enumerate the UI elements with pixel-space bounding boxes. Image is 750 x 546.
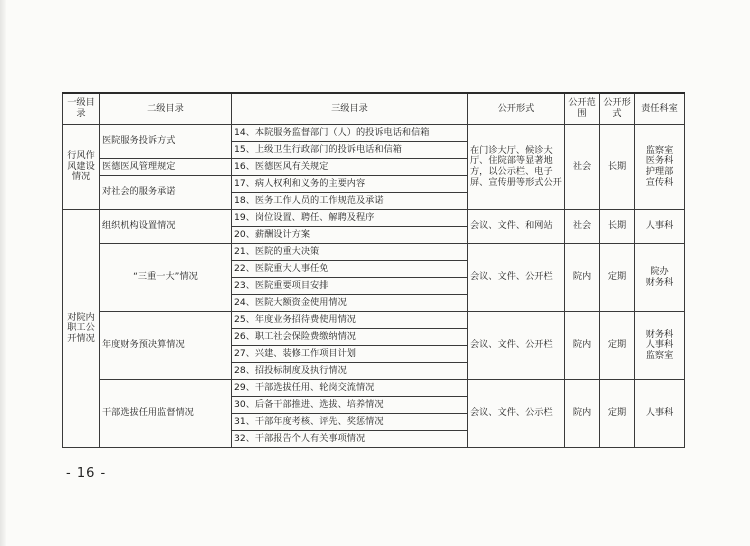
period-cell-cadre: 定期: [600, 380, 635, 448]
level3-cell: 27、兴建、装修工作项目计划: [232, 346, 468, 363]
scope-cell-org: 社会: [565, 210, 600, 244]
dept-line: 医务科: [645, 155, 674, 167]
scan-edge: [0, 0, 6, 546]
table-header-row: [63, 93, 685, 125]
dept-line: 财务科: [645, 276, 674, 288]
form-cell-conduct: 在门诊大厅、候诊大厅、住院部等显著地方，以公示栏、电子屏、宣传册等形式公开: [468, 125, 565, 210]
period-cell-budget: 定期: [600, 312, 635, 380]
table-row: [63, 380, 685, 397]
page-number: - 16 -: [66, 466, 107, 481]
level3-cell: 15、上级卫生行政部门的投诉电话和信箱: [232, 142, 468, 159]
header-level2: 二级目录: [100, 93, 232, 125]
dept-line: 人事科: [645, 339, 674, 351]
table-row: [63, 312, 685, 329]
level3-cell: 16、医德医风有关规定: [232, 159, 468, 176]
dept-line: 财务科: [645, 328, 674, 340]
form-cell-org: 会议、文件、和网站: [468, 210, 565, 244]
dept-line: 监察室: [645, 349, 674, 361]
level3-cell: 28、招投标制度及执行情况: [232, 363, 468, 380]
header-period: 公开形式: [600, 93, 635, 125]
scope-cell-conduct: 社会: [565, 125, 600, 210]
table-row: [63, 125, 685, 142]
level3-cell: 20、薪酬设计方案: [232, 227, 468, 244]
dept-cell-cadre: 人事科: [635, 380, 685, 448]
level3-cell: 31、干部年度考核、评先、奖惩情况: [232, 414, 468, 431]
level3-cell: 32、干部报告个人有关事项情况: [232, 431, 468, 448]
period-cell-conduct: 长期: [600, 125, 635, 210]
period-cell-org: 长期: [600, 210, 635, 244]
table-row: [63, 244, 685, 261]
level3-cell: 17、病人权利和义务的主要内容: [232, 176, 468, 193]
dept-cell-budget: [635, 312, 685, 380]
level3-cell: 25、年度业务招待费使用情况: [232, 312, 468, 329]
level3-cell: 22、医院重大人事任免: [232, 261, 468, 278]
level1-cell-conduct: 行风作风建设情况: [63, 125, 100, 210]
level3-cell: 18、医务工作人员的工作规范及承诺: [232, 193, 468, 210]
level2-cell-complaint: 医院服务投诉方式: [100, 125, 232, 159]
level2-cell-ethics: 医德医风管理规定: [100, 159, 232, 176]
dept-cell-conduct: [635, 125, 685, 210]
dept-line: 院办: [650, 265, 669, 277]
level2-cell-budget: 年度财务预决算情况: [100, 312, 232, 380]
dept-cell-major: [635, 244, 685, 312]
level1-cell-staff: 对院内职工公开情况: [63, 210, 100, 448]
level2-cell-major: “三重一大”情况: [100, 244, 232, 312]
table-row: [63, 210, 685, 227]
level3-cell: 21、医院的重大决策: [232, 244, 468, 261]
dept-line: 护理部: [645, 166, 674, 177]
level3-cell: 26、职工社会保险费缴纳情况: [232, 329, 468, 346]
header-level1: 一级目录: [63, 93, 100, 125]
period-cell-major: 定期: [600, 244, 635, 312]
level2-cell-promise: 对社会的服务承诺: [100, 176, 232, 210]
form-cell-cadre: 会议、文件、公示栏: [468, 380, 565, 448]
scope-cell-major: 院内: [565, 244, 600, 312]
level3-cell: 29、干部选拔任用、轮岗交流情况: [232, 380, 468, 397]
level3-cell: 24、医院大额资金使用情况: [232, 295, 468, 312]
form-cell-major: 会议、文件、公开栏: [468, 244, 565, 312]
header-level3: 三级目录: [232, 93, 468, 125]
dept-line: 监察室: [645, 144, 674, 156]
form-cell-budget: 会议、文件、公开栏: [468, 312, 565, 380]
disclosure-table: [62, 92, 685, 448]
level2-cell-cadre: 干部选拔任用监督情况: [100, 380, 232, 448]
level2-cell-org: 组织机构设置情况: [100, 210, 232, 244]
scope-cell-budget: 院内: [565, 312, 600, 380]
header-scope: 公开范围: [565, 93, 600, 125]
level3-cell: 14、本院服务监督部门（人）的投诉电话和信箱: [232, 125, 468, 142]
level3-cell: 23、医院重要项目安排: [232, 278, 468, 295]
dept-cell-org: 人事科: [635, 210, 685, 244]
header-form: 公开形式: [468, 93, 565, 125]
level3-cell: 30、后备干部推进、选拔、培养情况: [232, 397, 468, 414]
level3-cell: 19、岗位设置、聘任、解聘及程序: [232, 210, 468, 227]
header-dept: 责任科室: [635, 93, 685, 125]
scope-cell-cadre: 院内: [565, 380, 600, 448]
dept-line: 宣传科: [645, 176, 674, 188]
